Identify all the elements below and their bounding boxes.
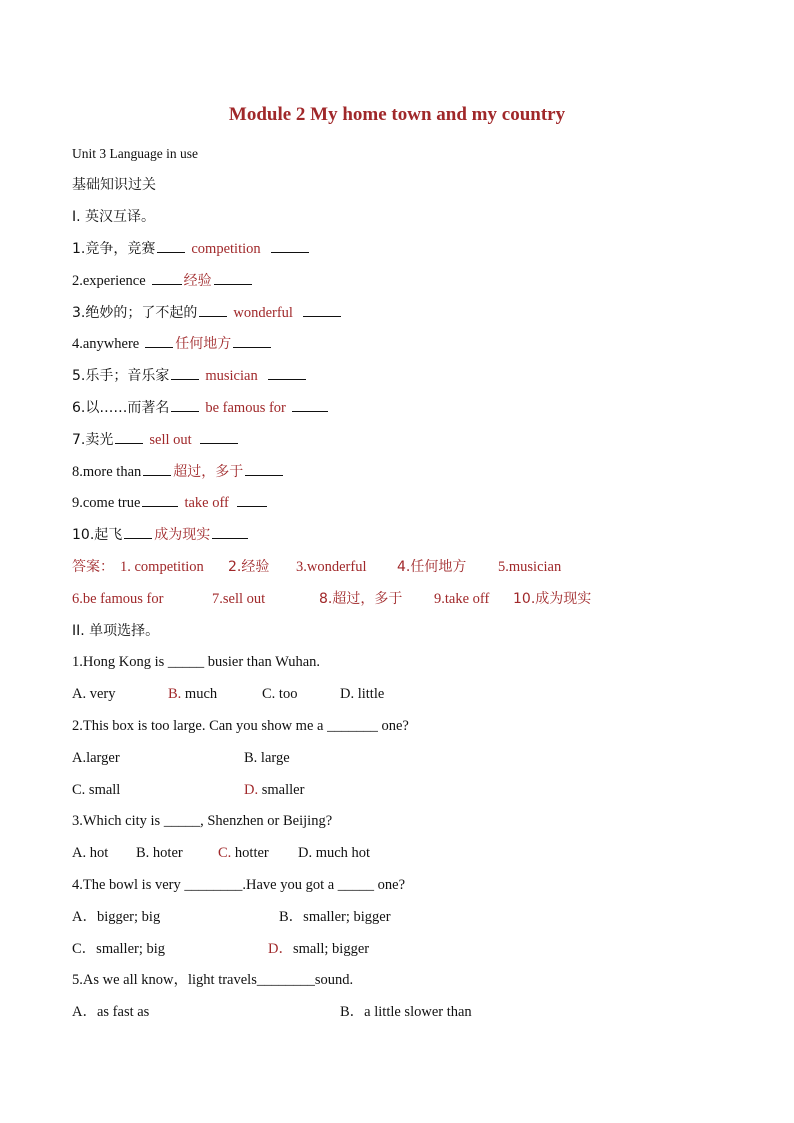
answer-blank: [171, 395, 199, 412]
item-answer: wonderful: [233, 305, 293, 321]
question-stem: 2.This box is too large. Can you show me a _______ one?: [72, 718, 409, 734]
options-row: [72, 840, 722, 866]
item-prompt: 6.以……而著名: [72, 400, 170, 416]
option-text: much: [181, 686, 218, 702]
answer-blank: [143, 459, 171, 476]
answer-blank: [212, 522, 248, 539]
answer-blank: [171, 363, 199, 380]
answer-blank: [200, 427, 238, 444]
option-text: smaller: [258, 782, 305, 798]
question-stem: 5.As we all know，light travels________sound.: [72, 972, 354, 988]
answer-blank: [271, 236, 309, 253]
item-prompt: 4.anywhere: [72, 336, 140, 352]
correct-letter: D.: [244, 782, 259, 798]
option-a: A．bigger; big: [72, 909, 161, 925]
item-answer: be famous for: [205, 400, 286, 416]
answer-key: 3.wonderful: [296, 559, 367, 575]
list-item: [72, 300, 343, 326]
answer-blank: [237, 490, 267, 507]
option-c: [218, 840, 269, 866]
list-item: [72, 331, 273, 357]
list-item: [72, 363, 308, 389]
correct-letter: B.: [168, 686, 182, 702]
option-c: C. too: [262, 686, 298, 702]
answer-blank: [214, 268, 252, 285]
answer-label: 答案：: [72, 559, 114, 575]
part1-heading: I. 英汉互译。: [72, 209, 156, 225]
answer-key: 7.sell out: [212, 591, 266, 607]
answer-key: 10.成为现实: [513, 591, 592, 607]
correct-letter: C.: [218, 845, 232, 861]
answer-key: 8.超过，多于: [319, 591, 403, 607]
answer-blank: [145, 331, 173, 348]
options-row: [72, 999, 722, 1025]
question-stem: 4.The bowl is very ________.Have you got a _____ one?: [72, 877, 406, 893]
section-basic-heading: 基础知识过关: [72, 177, 156, 193]
options-row: [72, 745, 722, 771]
answer-blank: [142, 490, 178, 507]
option-text: small; bigger: [292, 941, 370, 957]
option-b: [168, 681, 217, 707]
item-prompt: 3.绝妙的；了不起的: [72, 305, 198, 321]
option-a: A. very: [72, 686, 116, 702]
answer-key: 5.musician: [498, 559, 562, 575]
page-title: Module 2 My home town and my country: [228, 104, 566, 125]
option-d: [244, 777, 304, 803]
option-b: B. large: [244, 750, 290, 766]
answer-blank: [303, 300, 341, 317]
correct-letter: D．: [268, 941, 293, 957]
list-item: [72, 490, 269, 516]
list-item: [72, 459, 285, 485]
answer-blank: [124, 522, 152, 539]
item-answer: 超过，多于: [173, 464, 244, 480]
option-b: B. hoter: [136, 845, 183, 861]
list-item: [72, 395, 330, 421]
answer-key: 6.be famous for: [72, 591, 164, 607]
options-row: [72, 936, 722, 962]
item-prompt: 1.竞争，竞赛: [72, 241, 156, 257]
item-answer: 成为现实: [154, 527, 211, 543]
option-b: B．a little slower than: [340, 1004, 472, 1020]
item-answer: competition: [191, 241, 261, 257]
option-d: [268, 936, 369, 962]
answer-key: 2.经验: [228, 559, 270, 575]
question-stem: 3.Which city is _____, Shenzhen or Beijing?: [72, 813, 333, 829]
option-d: D. little: [340, 686, 385, 702]
list-item: [72, 427, 240, 453]
options-row: [72, 777, 722, 803]
option-text: hotter: [231, 845, 269, 861]
answer-blank: [199, 300, 227, 317]
question-stem: 1.Hong Kong is _____ busier than Wuhan.: [72, 654, 321, 670]
item-prompt: 7.卖光: [72, 432, 114, 448]
item-prompt: 9.come true: [72, 495, 141, 511]
list-item: [72, 268, 254, 294]
item-prompt: 2.experience: [72, 273, 146, 289]
item-answer: 经验: [183, 273, 212, 289]
list-item: [72, 522, 250, 548]
option-c: C．smaller; big: [72, 941, 166, 957]
answer-blank: [268, 363, 306, 380]
answer-blank: [157, 236, 185, 253]
item-answer: musician: [205, 368, 258, 384]
option-b: B．smaller; bigger: [279, 909, 391, 925]
option-d: D. much hot: [298, 845, 371, 861]
list-item: [72, 236, 311, 262]
answer-blank: [292, 395, 328, 412]
item-answer: sell out: [149, 432, 192, 448]
item-answer: 任何地方: [175, 336, 232, 352]
answer-key: 4.任何地方: [397, 559, 467, 575]
part2-heading: II. 单项选择。: [72, 623, 160, 639]
answer-key: 9.take off: [434, 591, 490, 607]
option-a: A．as fast as: [72, 1004, 150, 1020]
item-prompt: 10.起飞: [72, 527, 123, 543]
item-prompt: 5.乐手；音乐家: [72, 368, 170, 384]
item-prompt: 8.more than: [72, 464, 142, 480]
answer-blank: [245, 459, 283, 476]
answer-blank: [115, 427, 143, 444]
answer-key: 1. competition: [120, 559, 204, 575]
options-row: [72, 681, 722, 707]
answer-blank: [233, 331, 271, 348]
unit-heading: Unit 3 Language in use: [72, 146, 198, 161]
item-answer: take off: [184, 495, 229, 511]
option-a: A. hot: [72, 845, 109, 861]
option-a: A.larger: [72, 750, 120, 766]
options-row: [72, 904, 722, 930]
option-c: C. small: [72, 782, 121, 798]
answer-blank: [152, 268, 182, 285]
